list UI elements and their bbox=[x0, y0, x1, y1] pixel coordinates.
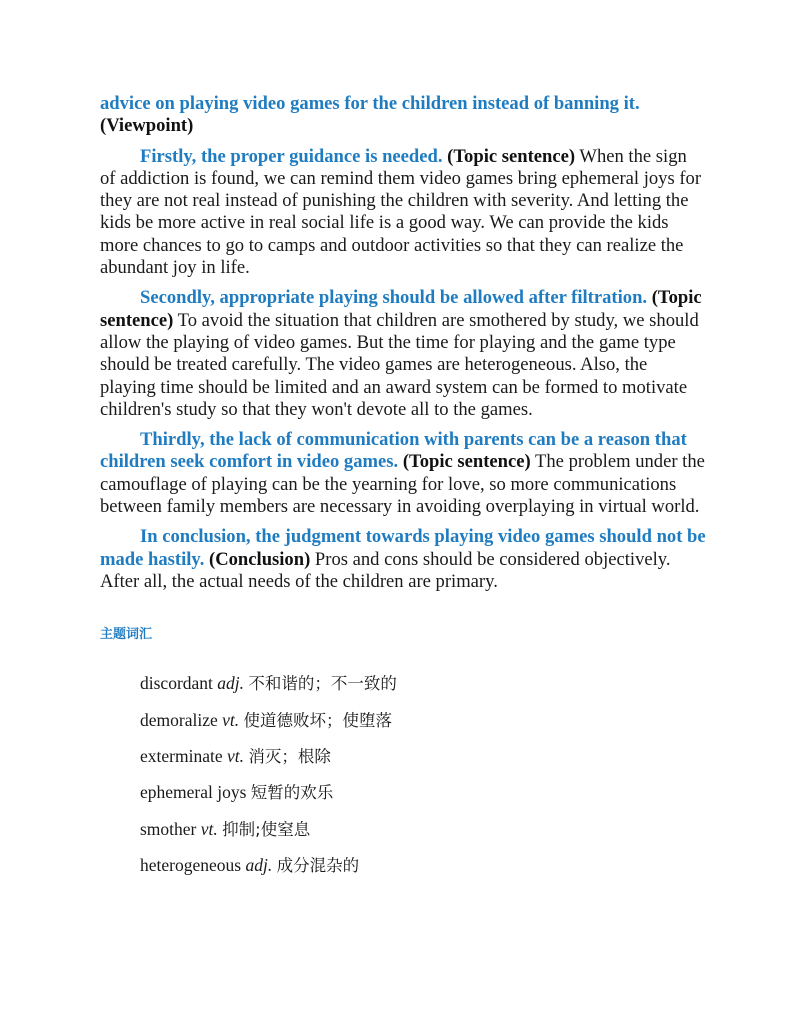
body-paragraph-1 bbox=[100, 146, 706, 280]
vocab-meaning: 不和谐的；不一致的 bbox=[248, 674, 397, 694]
document-page bbox=[100, 93, 706, 891]
body-paragraph-3 bbox=[100, 429, 706, 518]
vocab-heading: 主题词汇 bbox=[100, 627, 153, 643]
conclusion-paragraph bbox=[100, 526, 706, 593]
vocab-item bbox=[140, 672, 706, 708]
viewpoint-label: (Viewpoint) bbox=[100, 115, 194, 137]
vocab-meaning: 短暂的欢乐 bbox=[250, 783, 334, 803]
conclusion-label: (Conclusion) bbox=[209, 548, 311, 570]
vocab-pos: adj. bbox=[217, 673, 245, 694]
vocab-item bbox=[140, 854, 706, 890]
vocab-word: demoralize bbox=[140, 709, 218, 730]
vocab-meaning: 成分混杂的 bbox=[276, 856, 360, 876]
topic-sentence-label: (Topic sentence) bbox=[447, 145, 576, 167]
vocab-item bbox=[140, 709, 706, 745]
vocab-word: smother bbox=[140, 818, 197, 839]
paragraph-body: The problem under the camouflage of playing can be the yearning for love, so more communications between family members are necessary in avoiding overplaying in virtual world. bbox=[100, 451, 705, 518]
vocab-word: ephemeral joys bbox=[140, 782, 247, 803]
body-paragraph-2 bbox=[100, 287, 706, 421]
intro-statement: advice on playing video games for the children instead of banning it. bbox=[100, 93, 640, 114]
vocab-meaning: 使道德败坏；使堕落 bbox=[243, 710, 392, 730]
paragraph-body: When the sign of addiction is found, we can remind them video games bring ephemeral joys for they are not real instead of punishing the children with severity. And letting the kids be more active in real social life is a good way. We can provide the kids more chances to go to camps and outdoor activities so that they can realize the abundant joy in life. bbox=[100, 145, 702, 279]
topic-sentence: Thirdly, the lack of communication with parents can be a reason that children seek comfort in video games. bbox=[100, 429, 687, 473]
vocab-word: exterminate bbox=[140, 746, 223, 767]
vocab-word: discordant bbox=[140, 673, 213, 694]
vocab-meaning: 消灭；根除 bbox=[248, 747, 331, 767]
vocab-pos: vt. bbox=[200, 818, 218, 839]
topic-sentence-label: (Topic sentence) bbox=[402, 451, 531, 473]
vocab-item bbox=[140, 818, 706, 854]
vocab-item bbox=[140, 781, 706, 817]
paragraph-body: To avoid the situation that children are smothered by study, we should allow the playing of video games. But the time for playing and the game type should be treated carefully. The video games are heterogeneous. Also, the playing time should be limited and an award system can be formed to motivate children's study so that they won't devote all to the games. bbox=[100, 309, 699, 420]
topic-sentence: Secondly, appropriate playing should be allowed after filtration. bbox=[140, 287, 648, 309]
topic-sentence-label: (Topic sentence) bbox=[100, 287, 702, 331]
vocab-item bbox=[140, 745, 706, 781]
topic-sentence: Firstly, the proper guidance is needed. bbox=[140, 145, 443, 167]
vocab-pos: adj. bbox=[245, 855, 273, 876]
vocab-pos: vt. bbox=[226, 746, 244, 767]
vocab-pos: vt. bbox=[222, 709, 240, 730]
vocab-meaning: 抑制;使窒息 bbox=[222, 819, 311, 839]
vocab-word: heterogeneous bbox=[140, 855, 242, 876]
paragraph-body: Pros and cons should be considered objectively. After all, the actual needs of the children are primary. bbox=[100, 548, 671, 592]
intro-paragraph bbox=[100, 93, 706, 138]
conclusion-sentence: In conclusion, the judgment towards playing video games should not be made hastily. bbox=[100, 526, 706, 570]
vocab-list bbox=[100, 672, 706, 890]
